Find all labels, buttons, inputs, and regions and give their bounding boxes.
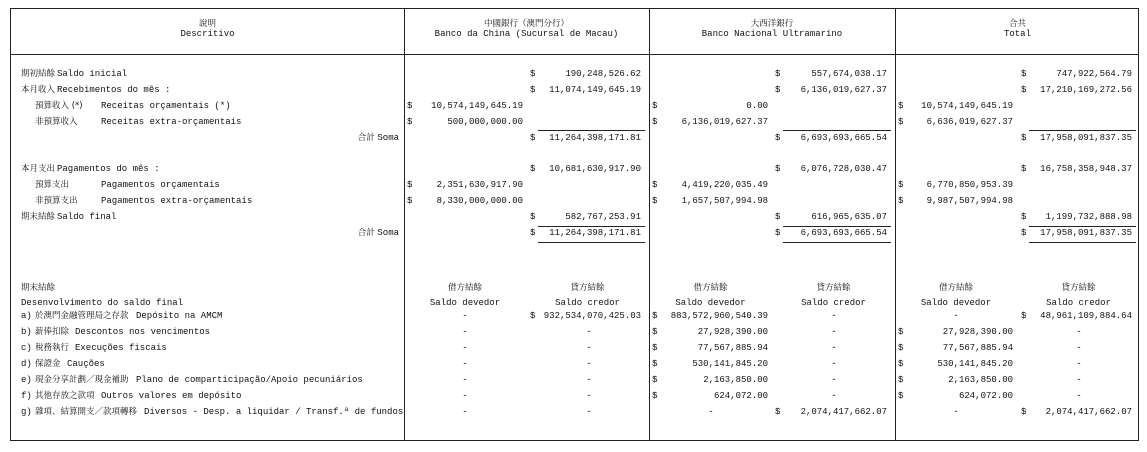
header-descritivo-pt: Descritivo bbox=[180, 29, 235, 39]
balance-row-label-pt: Descontos nos vencimentos bbox=[75, 327, 211, 337]
empty-dash: - bbox=[586, 375, 592, 385]
amount-cell: 6,636,019,627.37 bbox=[926, 117, 1013, 127]
header-descritivo-zh: 說明 bbox=[198, 19, 216, 29]
amount-cell: 530,141,845.20 bbox=[937, 359, 1013, 369]
currency-symbol: $ bbox=[652, 180, 658, 190]
row-label-zh: 非預算收入 bbox=[35, 117, 78, 127]
total-credit-header-zh: 貸方結餘 bbox=[1061, 283, 1096, 293]
amount-cell: 530,141,845.20 bbox=[692, 359, 768, 369]
sum-rule bbox=[1029, 242, 1136, 243]
balance-row-label-zh: 保證金 bbox=[35, 359, 61, 369]
row-label bbox=[11, 133, 399, 144]
row-label-pt: Saldo final bbox=[57, 212, 117, 222]
amount-cell: 6,770,850,953.39 bbox=[926, 180, 1013, 190]
boc-debit-header-pt: Saldo devedor bbox=[429, 298, 501, 308]
currency-symbol: $ bbox=[1021, 311, 1027, 321]
currency-symbol: $ bbox=[1021, 85, 1027, 95]
header-total-pt: Total bbox=[1003, 29, 1031, 39]
balance-row-label-pt: Execuções fiscais bbox=[75, 343, 167, 353]
empty-dash: - bbox=[831, 327, 837, 337]
empty-dash: - bbox=[1076, 375, 1082, 385]
empty-dash: - bbox=[831, 359, 837, 369]
sum-rule bbox=[1029, 130, 1136, 131]
empty-dash: - bbox=[586, 391, 592, 401]
sum-rule bbox=[783, 242, 891, 243]
row-label-zh: 合計 bbox=[357, 133, 378, 143]
balance-row-prefix: e) bbox=[21, 375, 32, 385]
amount-cell: 16,758,358,948.37 bbox=[1040, 164, 1132, 174]
row-label-zh: 本月收入 bbox=[21, 85, 56, 95]
currency-symbol: $ bbox=[407, 117, 413, 127]
currency-symbol: $ bbox=[652, 375, 658, 385]
empty-dash: - bbox=[708, 407, 714, 417]
empty-dash: - bbox=[462, 407, 468, 417]
empty-dash: - bbox=[831, 391, 837, 401]
amount-cell: 1,657,507,994.98 bbox=[681, 196, 768, 206]
row-label-pt: Saldo inicial bbox=[57, 69, 128, 79]
currency-symbol: $ bbox=[775, 133, 781, 143]
currency-symbol: $ bbox=[1021, 133, 1027, 143]
empty-dash: - bbox=[586, 327, 592, 337]
amount-cell: 10,681,630,917.90 bbox=[549, 164, 641, 174]
amount-cell: 17,210,169,272.56 bbox=[1040, 85, 1132, 95]
empty-dash: - bbox=[1076, 343, 1082, 353]
amount-cell: 557,674,038.17 bbox=[811, 69, 887, 79]
amount-cell: 8,330,000,000.00 bbox=[436, 196, 523, 206]
currency-symbol: $ bbox=[898, 343, 904, 353]
amount-cell: 2,163,850.00 bbox=[948, 375, 1013, 385]
empty-dash: - bbox=[953, 407, 959, 417]
empty-dash: - bbox=[953, 311, 959, 321]
amount-cell: 624,072.00 bbox=[958, 391, 1013, 401]
amount-cell: 4,419,220,035.49 bbox=[681, 180, 768, 190]
balance-row-prefix: g) bbox=[21, 407, 32, 417]
currency-symbol: $ bbox=[407, 180, 413, 190]
balance-row-label-pt: Cauções bbox=[67, 359, 105, 369]
currency-symbol: $ bbox=[1021, 212, 1027, 222]
amount-cell: 9,987,507,994.98 bbox=[926, 196, 1013, 206]
currency-symbol: $ bbox=[775, 228, 781, 238]
balance-row-label-zh: 於澳門金融管理局之存款 bbox=[35, 311, 129, 321]
currency-symbol: $ bbox=[530, 228, 536, 238]
empty-dash: - bbox=[586, 359, 592, 369]
column-divider bbox=[404, 9, 405, 440]
currency-symbol: $ bbox=[652, 117, 658, 127]
row-label-zh: 合計 bbox=[357, 228, 378, 238]
balance-row-prefix: d) bbox=[21, 359, 32, 369]
amount-cell: 2,351,630,917.90 bbox=[436, 180, 523, 190]
row-label-pt: Receitas orçamentais (*) bbox=[101, 101, 231, 111]
header-boc-zh: 中國銀行（澳門分行） bbox=[483, 19, 569, 29]
amount-cell: 6,076,728,030.47 bbox=[800, 164, 887, 174]
boc-credit-header-zh: 貸方結餘 bbox=[570, 283, 605, 293]
row-label bbox=[11, 228, 399, 239]
row-label-pt: Soma bbox=[377, 133, 399, 143]
empty-dash: - bbox=[586, 407, 592, 417]
sum-rule bbox=[538, 242, 645, 243]
financial-statement-sheet bbox=[10, 8, 1139, 441]
balance-row-label-zh: 稅務執行 bbox=[35, 343, 70, 353]
balance-row-label-zh: 雜項、結算開支／款項轉移 bbox=[35, 407, 138, 417]
row-label-pt: Soma bbox=[377, 228, 399, 238]
currency-symbol: $ bbox=[652, 359, 658, 369]
boc-credit-header-pt: Saldo credor bbox=[555, 298, 620, 308]
empty-dash: - bbox=[462, 391, 468, 401]
header-bnu-pt: Banco Nacional Ultramarino bbox=[701, 29, 843, 39]
balance-row-prefix: b) bbox=[21, 327, 32, 337]
amount-cell: 1,199,732,888.98 bbox=[1045, 212, 1132, 222]
currency-symbol: $ bbox=[530, 133, 536, 143]
currency-symbol: $ bbox=[652, 391, 658, 401]
empty-dash: - bbox=[462, 359, 468, 369]
balance-row-label-zh: 薪俸扣除 bbox=[35, 327, 70, 337]
amount-cell: 10,574,149,645.19 bbox=[921, 101, 1013, 111]
currency-symbol: $ bbox=[898, 327, 904, 337]
currency-symbol: $ bbox=[652, 196, 658, 206]
column-divider bbox=[895, 9, 896, 440]
balance-row-prefix: f) bbox=[21, 391, 32, 401]
balance-row-label-pt: Diversos - Desp. a liquidar / Transf.ª de fundos bbox=[144, 407, 404, 417]
row-label-zh: 預算收入 (*) bbox=[35, 101, 83, 111]
amount-cell: 932,534,070,425.03 bbox=[543, 311, 641, 321]
amount-cell: 6,693,693,665.54 bbox=[800, 133, 887, 143]
row-label-pt: Pagamentos do mês : bbox=[57, 164, 160, 174]
empty-dash: - bbox=[462, 375, 468, 385]
empty-dash: - bbox=[831, 343, 837, 353]
amount-cell: 10,574,149,645.19 bbox=[431, 101, 523, 111]
empty-dash: - bbox=[462, 327, 468, 337]
currency-symbol: $ bbox=[652, 311, 658, 321]
balance-row-prefix: a) bbox=[21, 311, 32, 321]
currency-symbol: $ bbox=[898, 101, 904, 111]
currency-symbol: $ bbox=[530, 164, 536, 174]
header-bnu-zh: 大西洋銀行 bbox=[750, 19, 794, 29]
row-label-zh: 本月支出 bbox=[21, 164, 56, 174]
amount-cell: 11,074,149,645.19 bbox=[549, 85, 641, 95]
currency-symbol: $ bbox=[1021, 164, 1027, 174]
total-debit-header-pt: Saldo devedor bbox=[920, 298, 992, 308]
amount-cell: 11,264,398,171.81 bbox=[549, 228, 641, 238]
amount-cell: 17,958,091,837.35 bbox=[1040, 228, 1132, 238]
bnu-debit-header-pt: Saldo devedor bbox=[675, 298, 746, 308]
row-label-zh: 預算支出 bbox=[35, 180, 70, 190]
currency-symbol: $ bbox=[898, 117, 904, 127]
amount-cell: 624,072.00 bbox=[713, 391, 768, 401]
balance-row-label-zh: 現金分享計劃／現金補助 bbox=[35, 375, 129, 385]
amount-cell: 27,928,390.00 bbox=[942, 327, 1013, 337]
amount-cell: 190,248,526.62 bbox=[565, 69, 641, 79]
total-debit-header-zh: 借方結餘 bbox=[938, 283, 973, 293]
currency-symbol: $ bbox=[652, 327, 658, 337]
sum-rule bbox=[783, 130, 891, 131]
row-label-pt: Pagamentos orçamentais bbox=[101, 180, 220, 190]
currency-symbol: $ bbox=[407, 101, 413, 111]
currency-symbol: $ bbox=[652, 343, 658, 353]
currency-symbol: $ bbox=[652, 101, 658, 111]
amount-cell: 6,693,693,665.54 bbox=[800, 228, 887, 238]
empty-dash: - bbox=[462, 311, 468, 321]
amount-cell: 77,567,885.94 bbox=[942, 343, 1013, 353]
currency-symbol: $ bbox=[775, 212, 781, 222]
currency-symbol: $ bbox=[530, 212, 536, 222]
balance-title-zh: 期末結餘 bbox=[21, 283, 56, 293]
sum-rule bbox=[783, 226, 891, 227]
sum-rule bbox=[538, 130, 645, 131]
currency-symbol: $ bbox=[1021, 407, 1027, 417]
empty-dash: - bbox=[831, 375, 837, 385]
amount-cell: 2,074,417,662.07 bbox=[800, 407, 887, 417]
row-label-pt: Pagamentos extra-orçamentais bbox=[101, 196, 253, 206]
row-label-pt: Receitas extra-orçamentais bbox=[101, 117, 242, 127]
amount-cell: 582,767,253.91 bbox=[565, 212, 641, 222]
currency-symbol: $ bbox=[898, 375, 904, 385]
amount-cell: 616,965,635.07 bbox=[811, 212, 887, 222]
amount-cell: 0.00 bbox=[746, 101, 768, 111]
currency-symbol: $ bbox=[898, 359, 904, 369]
currency-symbol: $ bbox=[898, 391, 904, 401]
currency-symbol: $ bbox=[775, 407, 781, 417]
amount-cell: 77,567,885.94 bbox=[697, 343, 768, 353]
currency-symbol: $ bbox=[1021, 228, 1027, 238]
column-divider bbox=[649, 9, 650, 440]
amount-cell: 48,961,109,884.64 bbox=[1040, 311, 1132, 321]
currency-symbol: $ bbox=[775, 85, 781, 95]
row-label-pt: Recebimentos do mês : bbox=[57, 85, 171, 95]
boc-debit-header-zh: 借方結餘 bbox=[447, 283, 482, 293]
balance-title-pt: Desenvolvimento do saldo final bbox=[21, 298, 184, 308]
currency-symbol: $ bbox=[898, 180, 904, 190]
balance-row-prefix: c) bbox=[21, 343, 32, 353]
row-label-zh: 期末結餘 bbox=[21, 212, 56, 222]
amount-cell: 11,264,398,171.81 bbox=[549, 133, 641, 143]
sum-rule bbox=[1029, 226, 1136, 227]
total-credit-header-pt: Saldo credor bbox=[1046, 298, 1111, 308]
empty-dash: - bbox=[1076, 391, 1082, 401]
amount-cell: 747,922,564.79 bbox=[1056, 69, 1132, 79]
currency-symbol: $ bbox=[775, 69, 781, 79]
amount-cell: 883,572,960,540.39 bbox=[670, 311, 768, 321]
header-total-zh: 合共 bbox=[1008, 19, 1026, 29]
balance-row-label-zh: 其他存放之款項 bbox=[35, 391, 95, 401]
row-label-zh: 期初結餘 bbox=[21, 69, 56, 79]
currency-symbol: $ bbox=[775, 164, 781, 174]
header-boc-pt: Banco da China (Sucursal de Macau) bbox=[434, 29, 619, 39]
amount-cell: 6,136,019,627.37 bbox=[681, 117, 768, 127]
empty-dash: - bbox=[831, 311, 837, 321]
row-label-zh: 非預算支出 bbox=[35, 196, 78, 206]
bnu-debit-header-zh: 借方結餘 bbox=[693, 283, 728, 293]
empty-dash: - bbox=[1076, 327, 1082, 337]
balance-row-label-pt: Plano de comparticipação/Apoio pecuniários bbox=[136, 375, 363, 385]
currency-symbol: $ bbox=[407, 196, 413, 206]
empty-dash: - bbox=[586, 343, 592, 353]
amount-cell: 2,163,850.00 bbox=[703, 375, 768, 385]
currency-symbol: $ bbox=[530, 69, 536, 79]
bnu-credit-header-pt: Saldo credor bbox=[801, 298, 866, 308]
currency-symbol: $ bbox=[530, 85, 536, 95]
currency-symbol: $ bbox=[1021, 69, 1027, 79]
empty-dash: - bbox=[462, 343, 468, 353]
amount-cell: 2,074,417,662.07 bbox=[1045, 407, 1132, 417]
balance-row-label-pt: Depósito na AMCM bbox=[136, 311, 223, 321]
currency-symbol: $ bbox=[898, 196, 904, 206]
amount-cell: 27,928,390.00 bbox=[697, 327, 768, 337]
currency-symbol: $ bbox=[530, 311, 536, 321]
bnu-credit-header-zh: 貸方結餘 bbox=[816, 283, 851, 293]
amount-cell: 500,000,000.00 bbox=[447, 117, 523, 127]
balance-row-label-pt: Outros valores em depósito bbox=[101, 391, 242, 401]
header-divider bbox=[11, 54, 1138, 55]
amount-cell: 17,958,091,837.35 bbox=[1040, 133, 1132, 143]
sum-rule bbox=[538, 226, 645, 227]
amount-cell: 6,136,019,627.37 bbox=[800, 85, 887, 95]
empty-dash: - bbox=[1076, 359, 1082, 369]
